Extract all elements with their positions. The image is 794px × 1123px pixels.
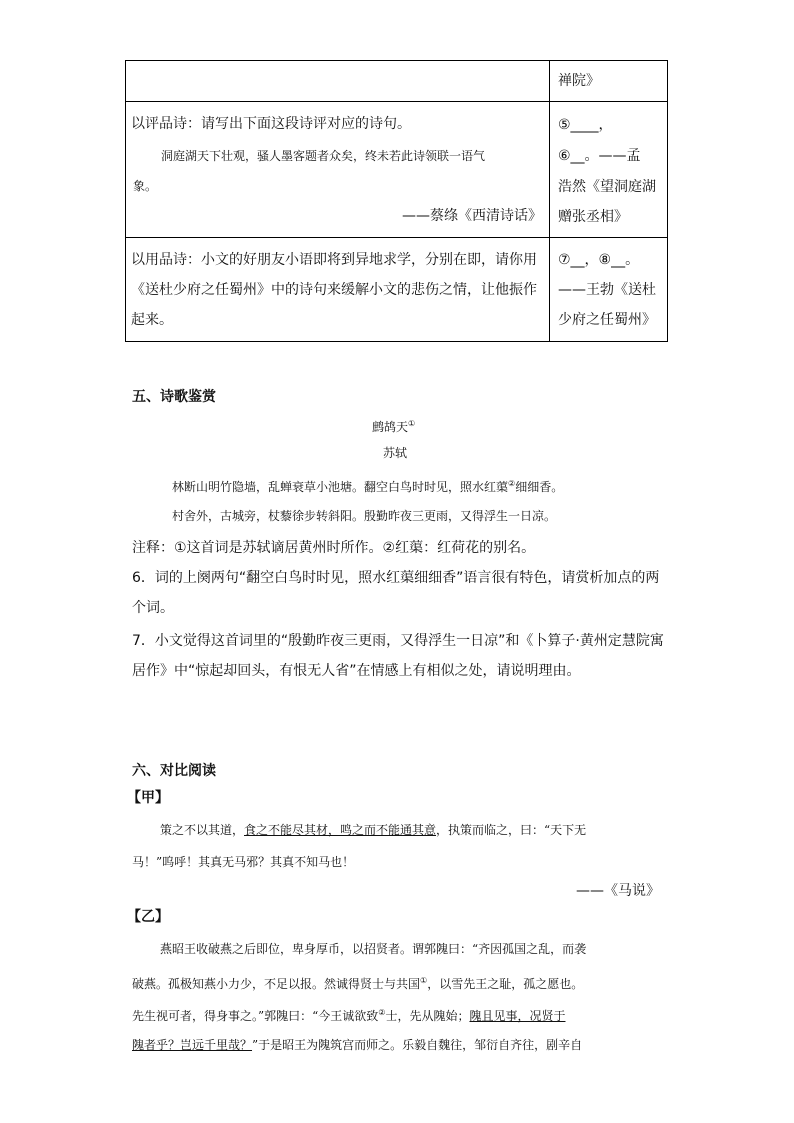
table-border-mid — [549, 60, 550, 342]
row3-left-line1: 以用品诗：小文的好朋友小语即将到异地求学，分别在即，请你用 — [131, 252, 537, 268]
row3-right-line1: ⑦__，⑧__。 — [558, 252, 640, 268]
row1-right-cell: 禅院》 — [558, 73, 600, 89]
answer-table — [125, 60, 668, 342]
row3-right-line3: 少府之任蜀州》 — [558, 312, 656, 328]
table-border-row2 — [125, 237, 668, 238]
row3-right-line2: ——王勃《送杜 — [558, 282, 656, 298]
yi-l2-note: ① — [420, 976, 428, 985]
section5-title: 五、诗歌鉴赏 — [132, 389, 216, 405]
poem-line1-b: 细细香。 — [515, 480, 564, 494]
poem-line1-a: 林断山明竹隐墙，乱蝉衰草小池塘。翻空白鸟时时见，照水红蕖 — [172, 480, 509, 494]
yi-line2 — [132, 966, 583, 999]
table-border-right — [667, 60, 668, 342]
yi-l4-underlined: 隗者乎？岂远千里哉？ — [132, 1038, 253, 1052]
poem-author: 苏轼 — [383, 446, 408, 460]
yi-l3-b: 士，先从隗始； — [385, 1009, 470, 1023]
yi-label: 【乙】 — [127, 909, 169, 925]
jia-p1-underlined: 食之不能尽其材，鸣之而不能通其意 — [244, 823, 437, 837]
table-border-left — [125, 60, 126, 342]
yi-line4 — [132, 1030, 582, 1060]
row2-quote-line1: 洞庭湖天下壮观，骚人墨客题者众矣，终未若此诗领联一语气 — [161, 149, 486, 163]
row2-right-line1: ⑤____， — [558, 117, 613, 133]
row3-left-line3: 起来。 — [131, 312, 173, 328]
poem-title-note: ① — [408, 419, 416, 428]
question6-line1: 6．词的上阕两句“翻空白鸟时时见，照水红蕖细细香”语言很有特色，请赏析加点的两 — [132, 570, 660, 586]
jia-label: 【甲】 — [127, 790, 169, 806]
yi-line1: 燕昭王收破燕之后即位，卑身厚币，以招贤者。谓郭隗曰：“齐因孤国之乱，而袭 — [160, 942, 587, 956]
poem-notes: 注释：①这首词是苏轼谪居黄州时所作。②红蕖：红荷花的别名。 — [132, 540, 536, 556]
jia-source: ——《马说》 — [576, 883, 660, 899]
section6-title: 六、对比阅读 — [132, 763, 216, 779]
row2-right-line2: ⑥__。——孟 — [558, 148, 641, 164]
yi-l3-underlined: 隗且见事，况贤于 — [469, 1009, 566, 1023]
poem-line2: 村舍外，古城旁，杖藜徐步转斜阳。殷勤昨夜三更雨，又得浮生一日凉。 — [172, 509, 557, 523]
poem-line1-note: ② — [508, 479, 516, 488]
yi-l3-a: 先生视可者，得身事之。”郭隗曰：“今王诚欲致 — [132, 1009, 379, 1023]
row2-right-line3: 浩然《望洞庭湖 — [558, 179, 656, 195]
jia-paragraph-line1 — [160, 815, 586, 845]
row2-right-line4: 赠张丞相》 — [558, 209, 628, 225]
yi-line3 — [132, 998, 565, 1031]
row2-quote-line2: 象。 — [133, 179, 158, 193]
jia-p1-a: 策之不以其道， — [160, 823, 245, 837]
yi-l2-b: ，以雪先王之耻，孤之愿也。 — [427, 977, 584, 991]
question7-line1: 7．小文觉得这首词里的“殷勤昨夜三更雨，又得浮生一日凉”和《卜算子·黄州定慧院寓 — [132, 633, 664, 649]
table-border-top — [125, 60, 668, 61]
table-border-row1 — [125, 101, 668, 102]
row3-left-line2: 《送杜少府之任蜀州》中的诗句来缓解小文的悲伤之情，让他振作 — [131, 282, 537, 298]
yi-l3-note: ② — [378, 1008, 386, 1017]
row2-left-prompt: 以评品诗：请写出下面这段诗评对应的诗句。 — [131, 116, 411, 132]
row2-quote-source: ——蔡绦《西清诗话》 — [402, 208, 542, 224]
question6-line2: 个词。 — [132, 600, 174, 616]
jia-paragraph-line2: 马！”呜呼！其真无马邪？其真不知马也！ — [132, 855, 355, 869]
poem-line1 — [172, 469, 563, 502]
yi-l4-b: ”于是昭王为隗筑宫而师之。乐毅自魏往，邹衍自齐往，剧辛自 — [252, 1038, 583, 1052]
question7-line2: 居作》中“惊起却回头，有恨无人省”在情感上有相似之处，请说明理由。 — [132, 663, 581, 679]
table-border-bottom — [125, 341, 668, 342]
yi-l2-a: 破燕。孤极知燕小力少，不足以报。然诚得贤士与共国 — [132, 977, 421, 991]
poem-title-text: 鹧鸪天 — [372, 420, 409, 434]
jia-p1-b: ，执策而临之，曰：“天下无 — [436, 823, 587, 837]
